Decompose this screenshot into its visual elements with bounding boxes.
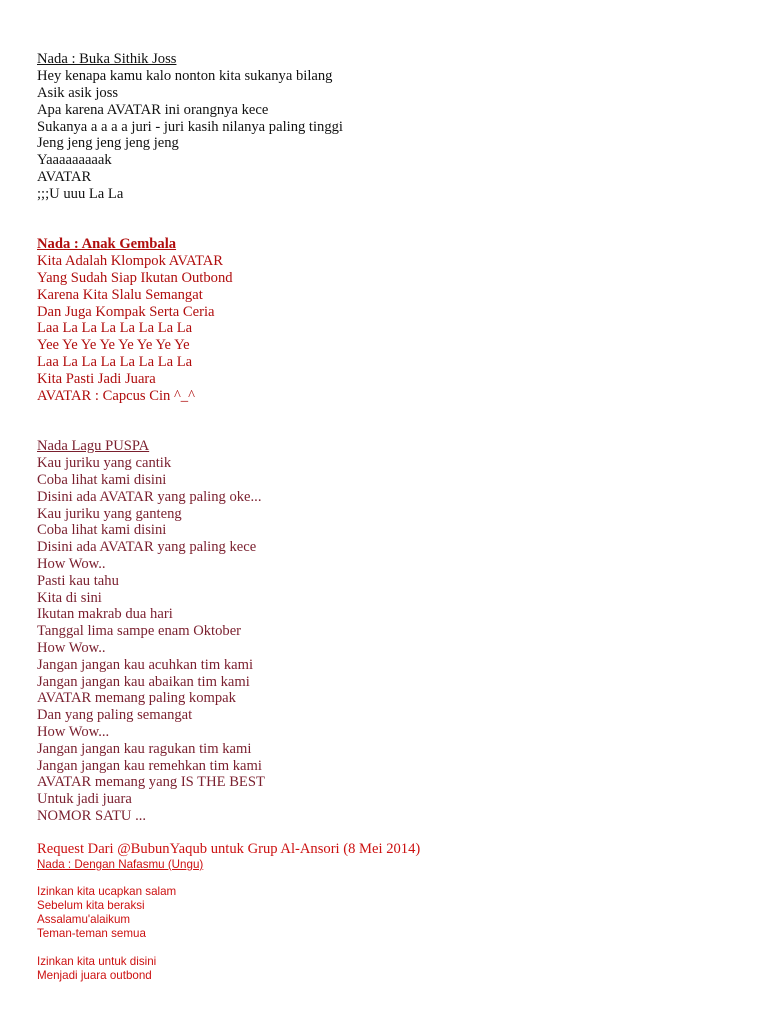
lyric-line: Sukanya a a a a juri - juri kasih nilanya paling tinggi xyxy=(37,119,343,135)
request-line: Request Dari @BubunYaqub untuk Grup Al-Ansori (8 Mei 2014) xyxy=(37,841,421,857)
section-title: Nada : Buka Sithik Joss xyxy=(37,51,177,67)
lyric-line: AVATAR xyxy=(37,169,92,185)
section-title: Nada : Dengan Nafasmu (Ungu) xyxy=(37,858,204,871)
lyric-line: How Wow.. xyxy=(37,640,106,656)
lyric-line: Jangan jangan kau remehkan tim kami xyxy=(37,758,262,774)
lyric-line: AVATAR memang yang IS THE BEST xyxy=(37,774,265,790)
lyric-line: Kita Pasti Jadi Juara xyxy=(37,371,156,387)
lyric-line: Pasti kau tahu xyxy=(37,573,119,589)
lyric-line: Coba lihat kami disini xyxy=(37,472,167,488)
lyric-line: Yee Ye Ye Ye Ye Ye Ye Ye xyxy=(37,337,190,353)
lyric-line: Asik asik joss xyxy=(37,85,119,101)
lyric-line: Menjadi juara outbond xyxy=(37,969,152,982)
lyric-line: Apa karena AVATAR ini orangnya kece xyxy=(37,102,269,118)
lyric-line: Yaaaaaaaaak xyxy=(37,152,112,168)
lyric-line: ;;;U uuu La La xyxy=(37,186,124,202)
lyric-line: How Wow... xyxy=(37,724,110,740)
lyric-line: Kita di sini xyxy=(37,590,102,606)
lyric-line: Tanggal lima sampe enam Oktober xyxy=(37,623,242,639)
lyric-line: Laa La La La La La La La xyxy=(37,354,193,370)
lyric-line: Izinkan kita ucapkan salam xyxy=(37,885,177,898)
lyric-line: Jangan jangan kau abaikan tim kami xyxy=(37,674,250,690)
lyric-line: Untuk jadi juara xyxy=(37,791,132,807)
lyric-line: Jangan jangan kau ragukan tim kami xyxy=(37,741,252,757)
lyric-line: Jangan jangan kau acuhkan tim kami xyxy=(37,657,253,673)
lyric-line: Izinkan kita untuk disini xyxy=(37,955,157,968)
lyric-line: Kau juriku yang ganteng xyxy=(37,506,182,522)
lyric-line: Kau juriku yang cantik xyxy=(37,455,172,471)
lyric-line: Dan Juga Kompak Serta Ceria xyxy=(37,304,215,320)
lyric-line: Ikutan makrab dua hari xyxy=(37,606,173,622)
lyric-line: How Wow.. xyxy=(37,556,106,572)
lyric-line: Hey kenapa kamu kalo nonton kita sukanya bilang xyxy=(37,68,333,84)
lyric-line: Assalamu'alaikum xyxy=(37,913,131,926)
lyric-line: Dan yang paling semangat xyxy=(37,707,193,723)
lyric-line: AVATAR : Capcus Cin ^_^ xyxy=(37,388,195,404)
lyric-line: Karena Kita Slalu Semangat xyxy=(37,287,203,303)
lyric-line: AVATAR memang paling kompak xyxy=(37,690,236,706)
section-title: Nada : Anak Gembala xyxy=(37,236,177,252)
lyric-line: Kita Adalah Klompok AVATAR xyxy=(37,253,223,269)
section-title: Nada Lagu PUSPA xyxy=(37,438,150,454)
lyric-line: Sebelum kita beraksi xyxy=(37,899,145,912)
lyric-line: Teman-teman semua xyxy=(37,927,146,940)
lyric-line: Disini ada AVATAR yang paling kece xyxy=(37,539,257,555)
lyric-line: NOMOR SATU ... xyxy=(37,808,147,824)
lyric-line: Laa La La La La La La La xyxy=(37,320,193,336)
lyric-line: Disini ada AVATAR yang paling oke... xyxy=(37,489,262,505)
lyric-line: Coba lihat kami disini xyxy=(37,522,167,538)
lyric-line: Jeng jeng jeng jeng jeng xyxy=(37,135,179,151)
lyric-line: Yang Sudah Siap Ikutan Outbond xyxy=(37,270,233,286)
